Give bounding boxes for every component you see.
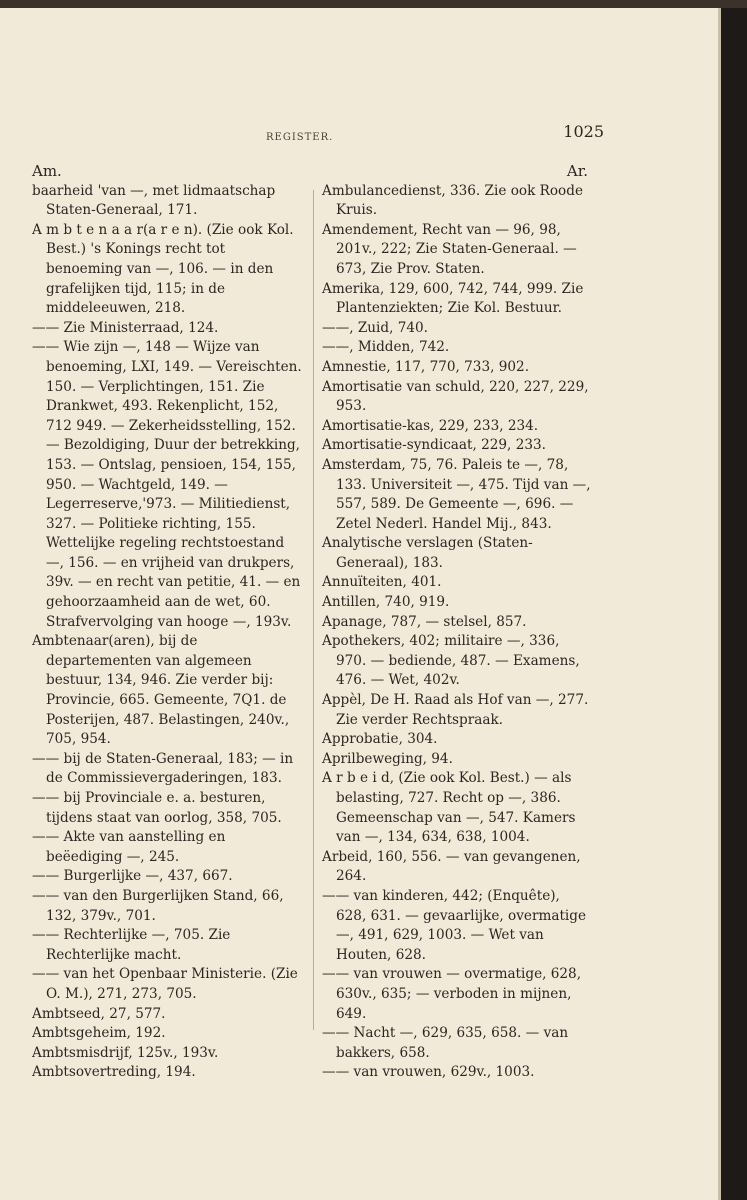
- right-column: [322, 162, 592, 1083]
- index-entry: A m b t e n a a r(a r e n). (Zie ook Kol. Best.) 's Konings recht tot benoeming van —, 106. — in den grafelijken tijd, 115; in de middeleeuwen, 218.: [32, 221, 294, 317]
- index-entry: Amortisatie van schuld, 220, 227, 229, 953.: [322, 378, 589, 415]
- index-entry: Arbeid, 160, 556. — van gevangenen, 264.: [322, 848, 581, 885]
- index-entry: —— Wie zijn —, 148 — Wijze van benoeming, LXI, 149. — Vereischten. 150. — Verplichtingen, 151. Zie Drankwet, 493. Rekenplicht, 152, 712 949. — Zekerheidsstelling, 152. — Bezoldiging, Duur der betrekking, 153. — Ontslag, pensioen, 154, 155, 950. — Wachtgeld, 149. — Legerreserve,'973. — Militiedienst, 327. — Politieke richting, 155. Wettelijke regeling rechtstoestand —, 156. — en vrijheid van drukpers, 39v. — en recht van petitie, 41. — en gehoorzaamheid aan de wet, 60. Strafvervolging van hooge —, 193v.: [32, 339, 302, 630]
- running-title: REGISTER.: [266, 132, 334, 143]
- column-divider: [313, 190, 314, 1030]
- index-entry: Annuïteiten, 401.: [322, 574, 442, 591]
- page-header: [24, 122, 604, 148]
- index-entry: —— Burgerlijke —, 437, 667.: [32, 868, 233, 885]
- index-entry: Aprilbeweging, 94.: [322, 750, 453, 767]
- index-entry: Amsterdam, 75, 76. Paleis te —, 78, 133. Universiteit —, 475. Tijd van —, 557, 589. De Gemeente —, 696. — Zetel Nederl. Handel Mij., 843.: [322, 456, 591, 532]
- index-entry: Amerika, 129, 600, 742, 744, 999. Zie Plantenziekten; Zie Kol. Bestuur.: [322, 280, 584, 317]
- index-entry: —— bij de Staten-Generaal, 183; — in de Commissievergaderingen, 183.: [32, 750, 294, 787]
- index-entry: —— Zie Ministerraad, 124.: [32, 319, 219, 336]
- index-entry: ——, Midden, 742.: [322, 339, 450, 356]
- index-entry: Apothekers, 402; militaire —, 336, 970. — bediende, 487. — Examens, 476. — Wet, 402v.: [322, 633, 580, 689]
- index-entry: —— van het Openbaar Ministerie. (Zie O. M.), 271, 273, 705.: [32, 966, 298, 1002]
- index-entry: —— Nacht —, 629, 635, 658. — van bakkers, 658.: [322, 1025, 569, 1061]
- left-column-letters: Am.: [32, 162, 62, 180]
- index-entry: Ambtenaar(aren), bij de departementen van algemeen bestuur, 134, 946. Zie verder bij: Provincie, 665. Gemeente, 7Q1. de Posterijen, 487. Belastingen, 240v., 705, 954.: [32, 633, 290, 748]
- index-entry: Amortisatie-kas, 229, 233, 234.: [322, 417, 539, 434]
- index-entry: —— Akte van aanstelling en beëediging —, 245.: [32, 829, 226, 865]
- index-entry: Amendement, Recht van — 96, 98, 201v., 222; Zie Staten-Generaal. — 673, Zie Prov. Staten.: [322, 221, 577, 277]
- index-entry: Appèl, De H. Raad als Hof van —, 277. Zie verder Rechtspraak.: [322, 692, 589, 728]
- index-entry: Amortisatie-syndicaat, 229, 233.: [322, 437, 546, 454]
- index-entry: Analytische verslagen (Staten-Generaal), 183.: [322, 535, 533, 571]
- left-column: [32, 162, 302, 1083]
- index-entry: —— van kinderen, 442; (Enquête), 628, 631. — gevaarlijke, overmatige —, 491, 629, 1003. — Wet van Houten, 628.: [322, 887, 587, 963]
- index-entry: ——, Zuid, 740.: [322, 319, 428, 336]
- index-entry: A r b e i d, (Zie ook Kol. Best.) — als belasting, 727. Recht op —, 386. Gemeenschap van —, 547. Kamers van —, 134, 634, 638, 1004.: [322, 770, 576, 846]
- index-entry: baarheid 'van —, met lidmaatschap Staten-Generaal, 171.: [32, 182, 276, 219]
- index-entry: Ambtsovertreding, 194.: [32, 1064, 196, 1081]
- index-entry: —— van den Burgerlijken Stand, 66, 132, 379v., 701.: [32, 887, 284, 924]
- index-entry: Apanage, 787, — stelsel, 857.: [322, 613, 527, 630]
- index-entry: Amnestie, 117, 770, 733, 902.: [322, 358, 530, 375]
- index-entry: Ambtsgeheim, 192.: [32, 1025, 166, 1042]
- index-entry: Ambtseed, 27, 577.: [32, 1005, 166, 1022]
- index-entry: —— van vrouwen, 629v., 1003.: [322, 1064, 535, 1081]
- book-spine-edge: [721, 8, 747, 1200]
- index-entry: Ambtsmisdrijf, 125v., 193v.: [32, 1044, 219, 1061]
- index-entry: —— van vrouwen — overmatige, 628, 630v., 635; — verboden in mijnen, 649.: [322, 966, 582, 1022]
- index-entry: Ambulancedienst, 336. Zie ook Roode Kruis.: [322, 182, 583, 219]
- scan-top-edge: [0, 0, 747, 8]
- page-number: 1025: [563, 122, 604, 141]
- right-column-letters: Ar.: [566, 162, 588, 180]
- index-entry: Approbatie, 304.: [322, 731, 438, 748]
- index-entry: Antillen, 740, 919.: [322, 594, 450, 611]
- index-entry: —— bij Provinciale e. a. besturen, tijdens staat van oorlog, 358, 705.: [32, 790, 282, 826]
- index-entry: —— Rechterlijke —, 705. Zie Rechterlijke macht.: [32, 927, 231, 963]
